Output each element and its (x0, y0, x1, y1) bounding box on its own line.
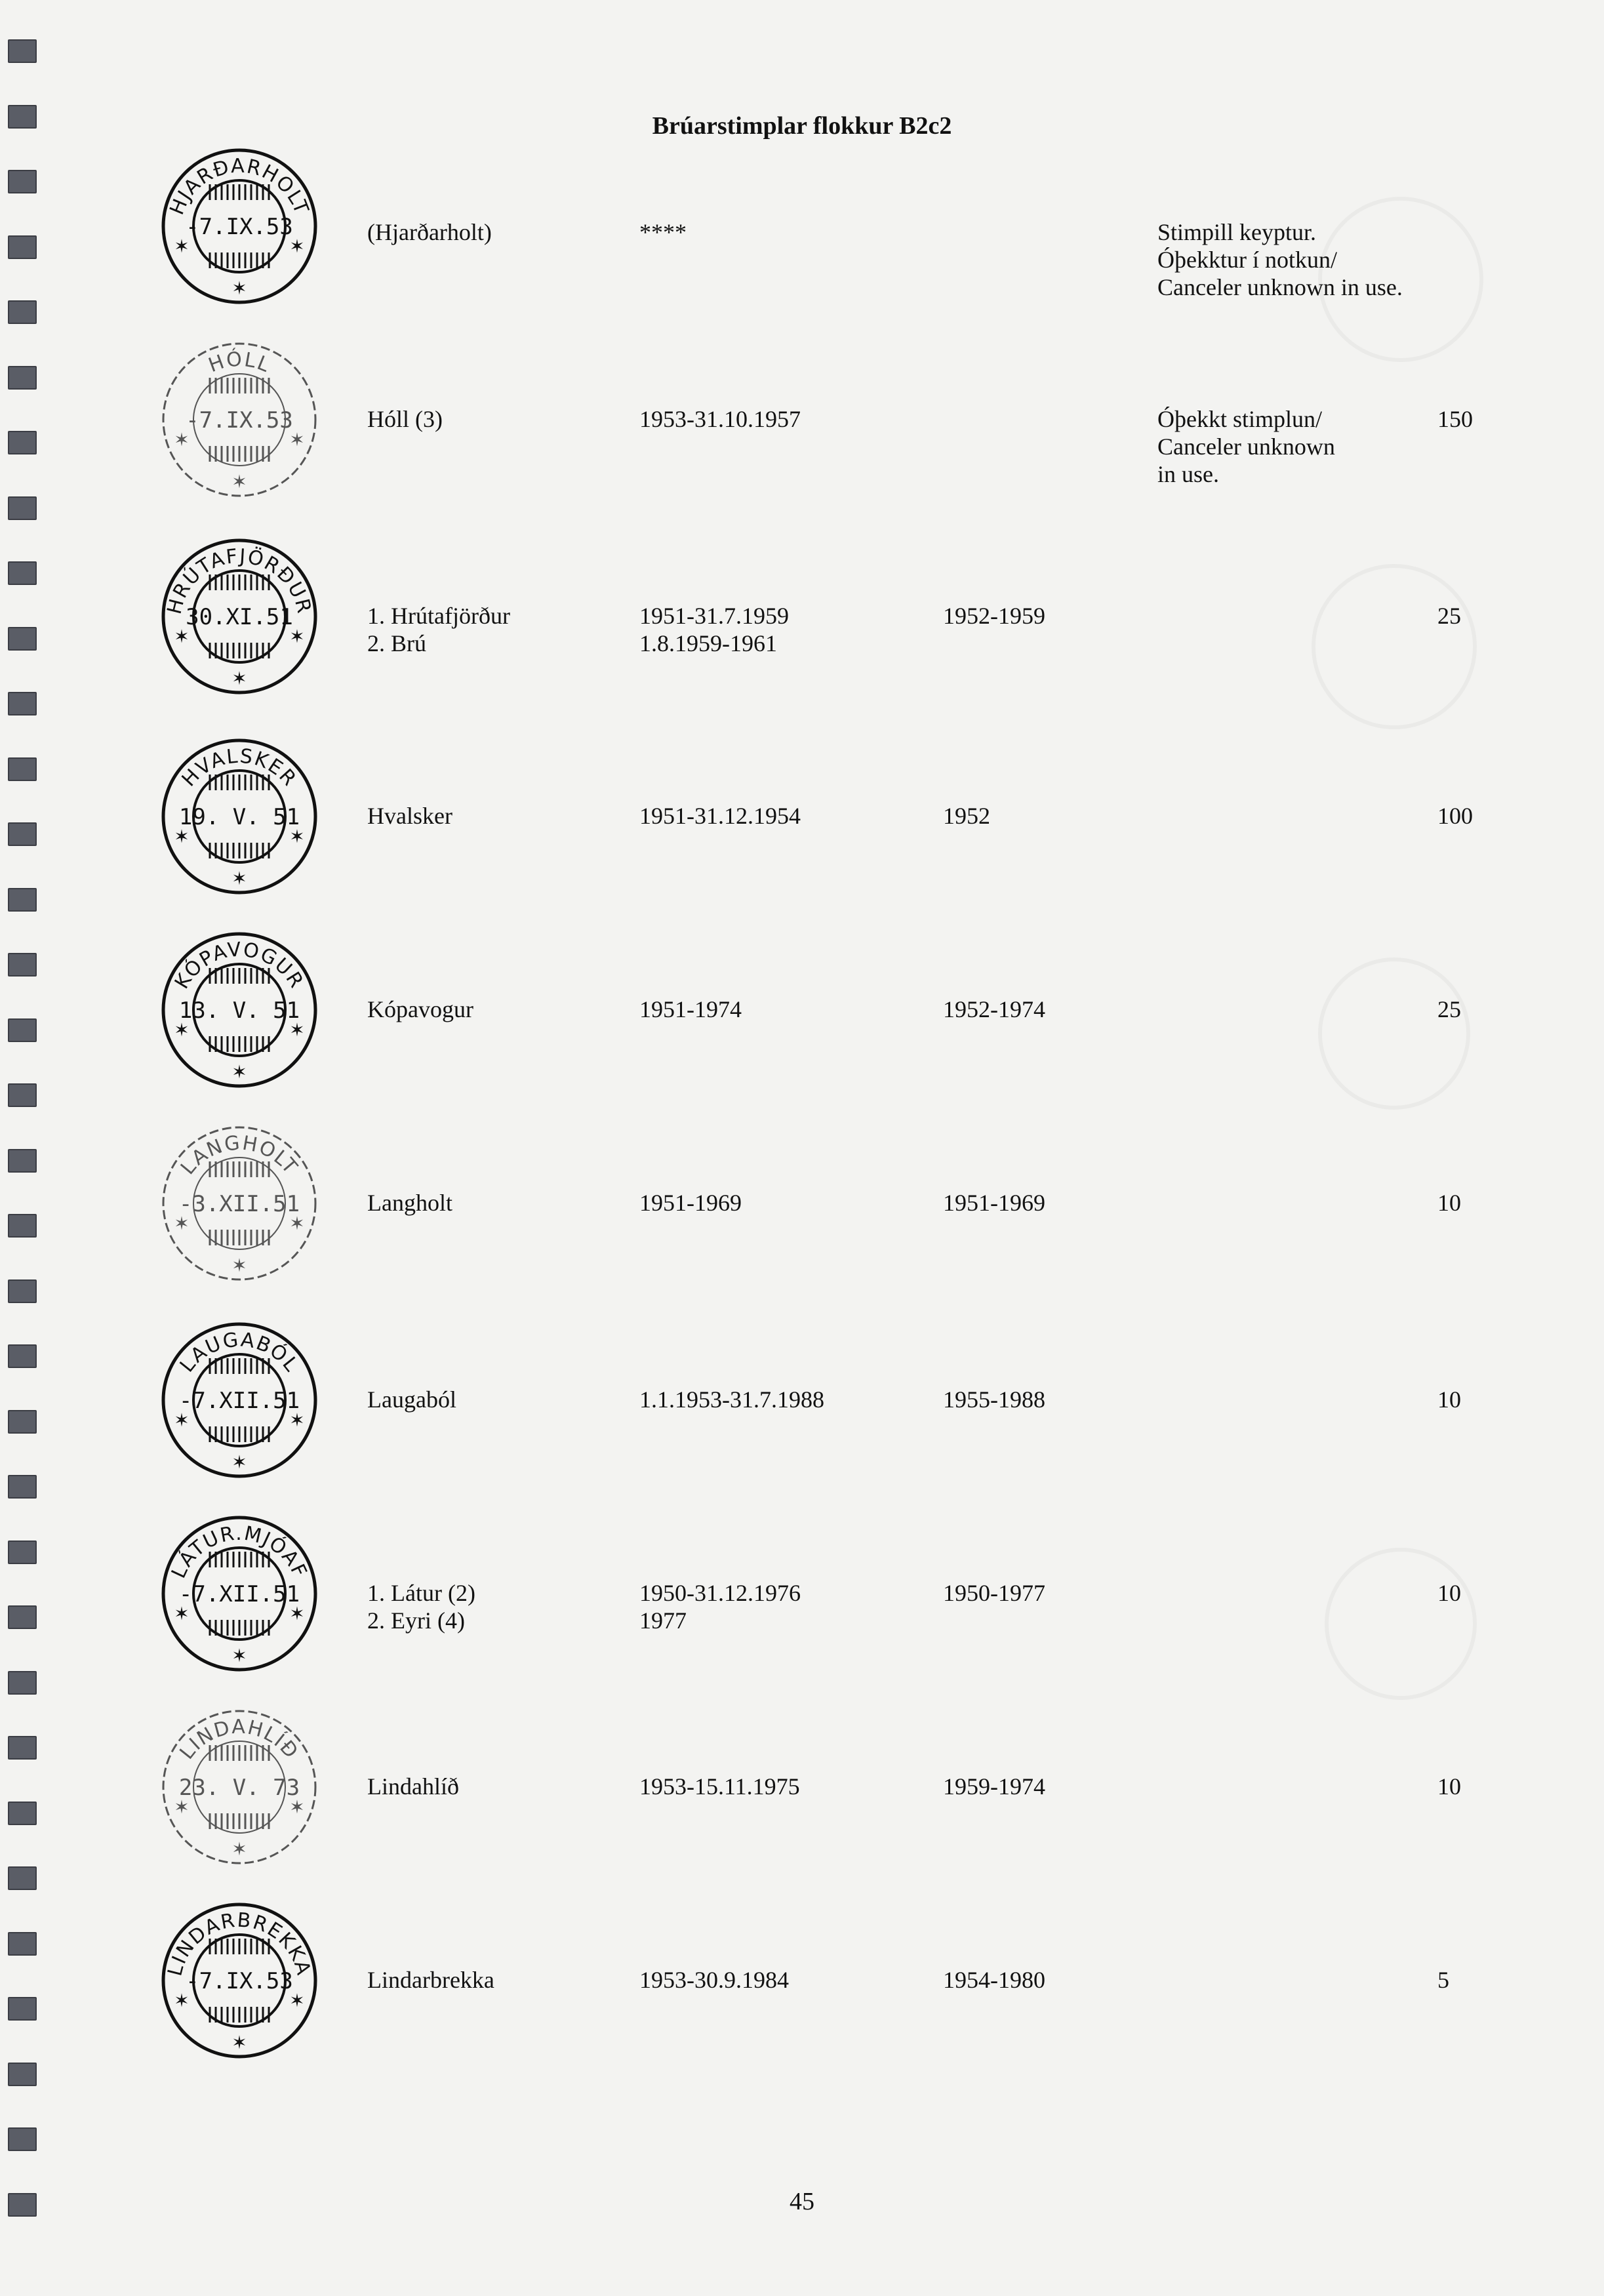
binding-hole (8, 1410, 37, 1434)
star-icon: ✶ (289, 1214, 305, 1234)
page-number: 45 (790, 2188, 814, 2215)
binding-hole (8, 953, 37, 977)
star-icon: ✶ (231, 1840, 247, 1860)
stamp-place-name: LINDAHLÍÐ (175, 1715, 304, 1764)
stamp-date: -7.XII.51 (178, 1581, 300, 1607)
postmark-stamp (161, 148, 318, 305)
star-icon: ✶ (231, 2033, 247, 2053)
entry-period: 1953-31.10.1957 (639, 406, 801, 432)
entry-known-use: 1955-1988 (943, 1386, 1045, 1413)
binding-hole (8, 1671, 37, 1695)
binding-hole (8, 431, 37, 454)
entry-name: 1. Hrútafjörður 2. Brú (367, 603, 510, 656)
binding-hole (8, 692, 37, 715)
postmark-stamp (161, 1708, 318, 1866)
entry-period: 1951-1974 (639, 996, 742, 1022)
entry-period: 1953-30.9.1984 (639, 1967, 789, 1993)
stamp-place-name: LANGHOLT (176, 1131, 303, 1179)
stamp-date: -7.IX.53 (186, 1968, 293, 1994)
binding-hole (8, 170, 37, 193)
entry-known-use: 1954-1980 (943, 1967, 1045, 1993)
entry-period: 1951-31.12.1954 (639, 803, 801, 829)
entry-known-use: 1952-1959 (943, 603, 1045, 629)
stamp-entry (0, 744, 1604, 889)
star-icon: ✶ (174, 1991, 190, 2011)
binding-hole (8, 561, 37, 585)
binding-hole (8, 235, 37, 259)
show-through-mark (1318, 957, 1470, 1110)
star-icon: ✶ (174, 430, 190, 451)
binding-hole (8, 1541, 37, 1564)
star-icon: ✶ (231, 669, 247, 689)
entry-name: Lindarbrekka (367, 1967, 494, 1993)
svg-text:KÓPAVOGUR (170, 938, 308, 993)
binding-hole (8, 1083, 37, 1107)
entry-known-use: 1952 (943, 803, 990, 829)
stamp-date: 13. V. 51 (178, 997, 300, 1024)
star-icon: ✶ (174, 1214, 190, 1234)
postmark-stamp (161, 931, 318, 1089)
stamp-entry (0, 1715, 1604, 1860)
entry-price: 10 (1437, 1580, 1461, 1606)
stamp-place-name: KÓPAVOGUR (170, 938, 309, 993)
entry-price: 100 (1437, 803, 1473, 829)
stamp-entry (0, 154, 1604, 300)
binding-hole (8, 1932, 37, 1956)
entry-period: 1950-31.12.1976 1977 (639, 1580, 801, 1634)
stamp-entry (0, 1328, 1604, 1473)
star-icon: ✶ (289, 1798, 305, 1818)
binding-hole (8, 1475, 37, 1499)
star-icon: ✶ (231, 472, 247, 493)
binding-hole (8, 1802, 37, 1825)
stamp-place-name: HRÚTAFJÖRÐUR (163, 544, 316, 617)
star-icon: ✶ (231, 1062, 247, 1083)
star-icon: ✶ (174, 237, 190, 257)
star-icon: ✶ (231, 1256, 247, 1276)
stamp-entry (0, 938, 1604, 1083)
entry-period: **** (639, 219, 687, 245)
entry-price: 5 (1437, 1967, 1449, 1993)
stamp-place-name: LAUGABÓL (175, 1328, 304, 1377)
entry-price: 10 (1437, 1773, 1461, 1800)
binding-hole (8, 300, 37, 324)
binding-hole (8, 2127, 37, 2151)
stamp-date: -7.XII.51 (178, 1388, 300, 1414)
entry-name: 1. Látur (2) 2. Eyri (4) (367, 1580, 475, 1634)
stamp-place-name: HÓLL (205, 348, 274, 378)
entry-name: Laugaból (367, 1386, 456, 1413)
binding-hole (8, 496, 37, 520)
entry-period: 1951-31.7.1959 1.8.1959-1961 (639, 603, 789, 656)
entry-period: 1951-1969 (639, 1190, 742, 1216)
stamp-date: -7.IX.53 (186, 214, 293, 240)
star-icon: ✶ (289, 430, 305, 451)
star-icon: ✶ (289, 827, 305, 847)
star-icon: ✶ (231, 1453, 247, 1473)
stamp-place-name: HJARÐARHOLT (165, 154, 313, 218)
entry-note: Óþekkt stimplun/ Canceler unknown in use. (1157, 406, 1335, 487)
postmark-stamp (161, 538, 318, 695)
stamp-place-name: LINDARBREKKA (163, 1908, 315, 1979)
entry-known-use: 1952-1974 (943, 996, 1045, 1022)
show-through-mark (1325, 1548, 1477, 1700)
binding-hole (8, 888, 37, 912)
stamp-date: -3.XII.51 (178, 1191, 300, 1217)
entry-price: 25 (1437, 996, 1461, 1022)
entry-name: Hóll (3) (367, 406, 443, 432)
stamp-place-name: LÁTUR.MJÓAF (167, 1521, 312, 1582)
star-icon: ✶ (231, 869, 247, 889)
postmark-stamp (161, 1321, 318, 1479)
binding-hole (8, 1736, 37, 1760)
entry-price: 10 (1437, 1386, 1461, 1413)
entry-name: Lindahlíð (367, 1773, 459, 1800)
star-icon: ✶ (174, 1604, 190, 1624)
star-icon: ✶ (231, 1646, 247, 1666)
binding-hole (8, 1605, 37, 1629)
star-icon: ✶ (174, 627, 190, 647)
binding-hole (8, 1866, 37, 1890)
star-icon: ✶ (174, 1411, 190, 1431)
binding-hole (8, 1279, 37, 1303)
stamp-entry (0, 1131, 1604, 1276)
entry-price: 25 (1437, 603, 1461, 629)
binding-hole (8, 1997, 37, 2021)
stamp-date: 19. V. 51 (178, 804, 300, 830)
binding-hole (8, 2063, 37, 2086)
star-icon: ✶ (289, 1411, 305, 1431)
star-icon: ✶ (174, 1798, 190, 1818)
postmark-stamp (161, 341, 318, 498)
stamp-place-name: HVALSKER (177, 744, 302, 792)
binding-hole (8, 1018, 37, 1042)
entry-known-use: 1950-1977 (943, 1580, 1045, 1606)
star-icon: ✶ (289, 1991, 305, 2011)
star-icon: ✶ (174, 1020, 190, 1041)
page-title: Brúarstimplar flokkur B2c2 (652, 112, 952, 140)
binding-hole (8, 366, 37, 390)
entry-known-use: 1951-1969 (943, 1190, 1045, 1216)
stamp-entry (0, 544, 1604, 689)
binding-hole (8, 39, 37, 63)
star-icon: ✶ (289, 1020, 305, 1041)
postmark-stamp (161, 1515, 318, 1672)
entry-name: Langholt (367, 1190, 452, 1216)
entry-name: (Hjarðarholt) (367, 219, 492, 245)
entry-note: Stimpill keyptur. Óþekktur í notkun/ Canceler unknown in use. (1157, 219, 1403, 300)
binding-hole (8, 1149, 37, 1173)
binding-hole (8, 627, 37, 651)
entry-name: Hvalsker (367, 803, 452, 829)
entry-period: 1953-15.11.1975 (639, 1773, 800, 1800)
binding-hole (8, 1344, 37, 1368)
star-icon: ✶ (231, 279, 247, 299)
stamp-date: -7.IX.53 (186, 407, 293, 433)
binding-hole (8, 822, 37, 846)
star-icon: ✶ (289, 237, 305, 257)
star-icon: ✶ (289, 1604, 305, 1624)
entry-price: 10 (1437, 1190, 1461, 1216)
entry-known-use: 1959-1974 (943, 1773, 1045, 1800)
binding-hole (8, 1214, 37, 1238)
postmark-stamp (161, 738, 318, 895)
entry-period: 1.1.1953-31.7.1988 (639, 1386, 824, 1413)
show-through-mark (1312, 564, 1477, 729)
stamp-date: 23. V. 73 (178, 1775, 300, 1801)
spiral-binding (8, 39, 38, 2243)
star-icon: ✶ (289, 627, 305, 647)
svg-text:HÓLL (205, 346, 273, 377)
stamp-date: 30.XI.51 (186, 604, 293, 630)
binding-hole (8, 757, 37, 781)
entry-name: Kópavogur (367, 996, 473, 1022)
star-icon: ✶ (174, 827, 190, 847)
postmark-stamp (161, 1902, 318, 2059)
postmark-stamp (161, 1125, 318, 1282)
entry-price: 150 (1437, 406, 1473, 432)
